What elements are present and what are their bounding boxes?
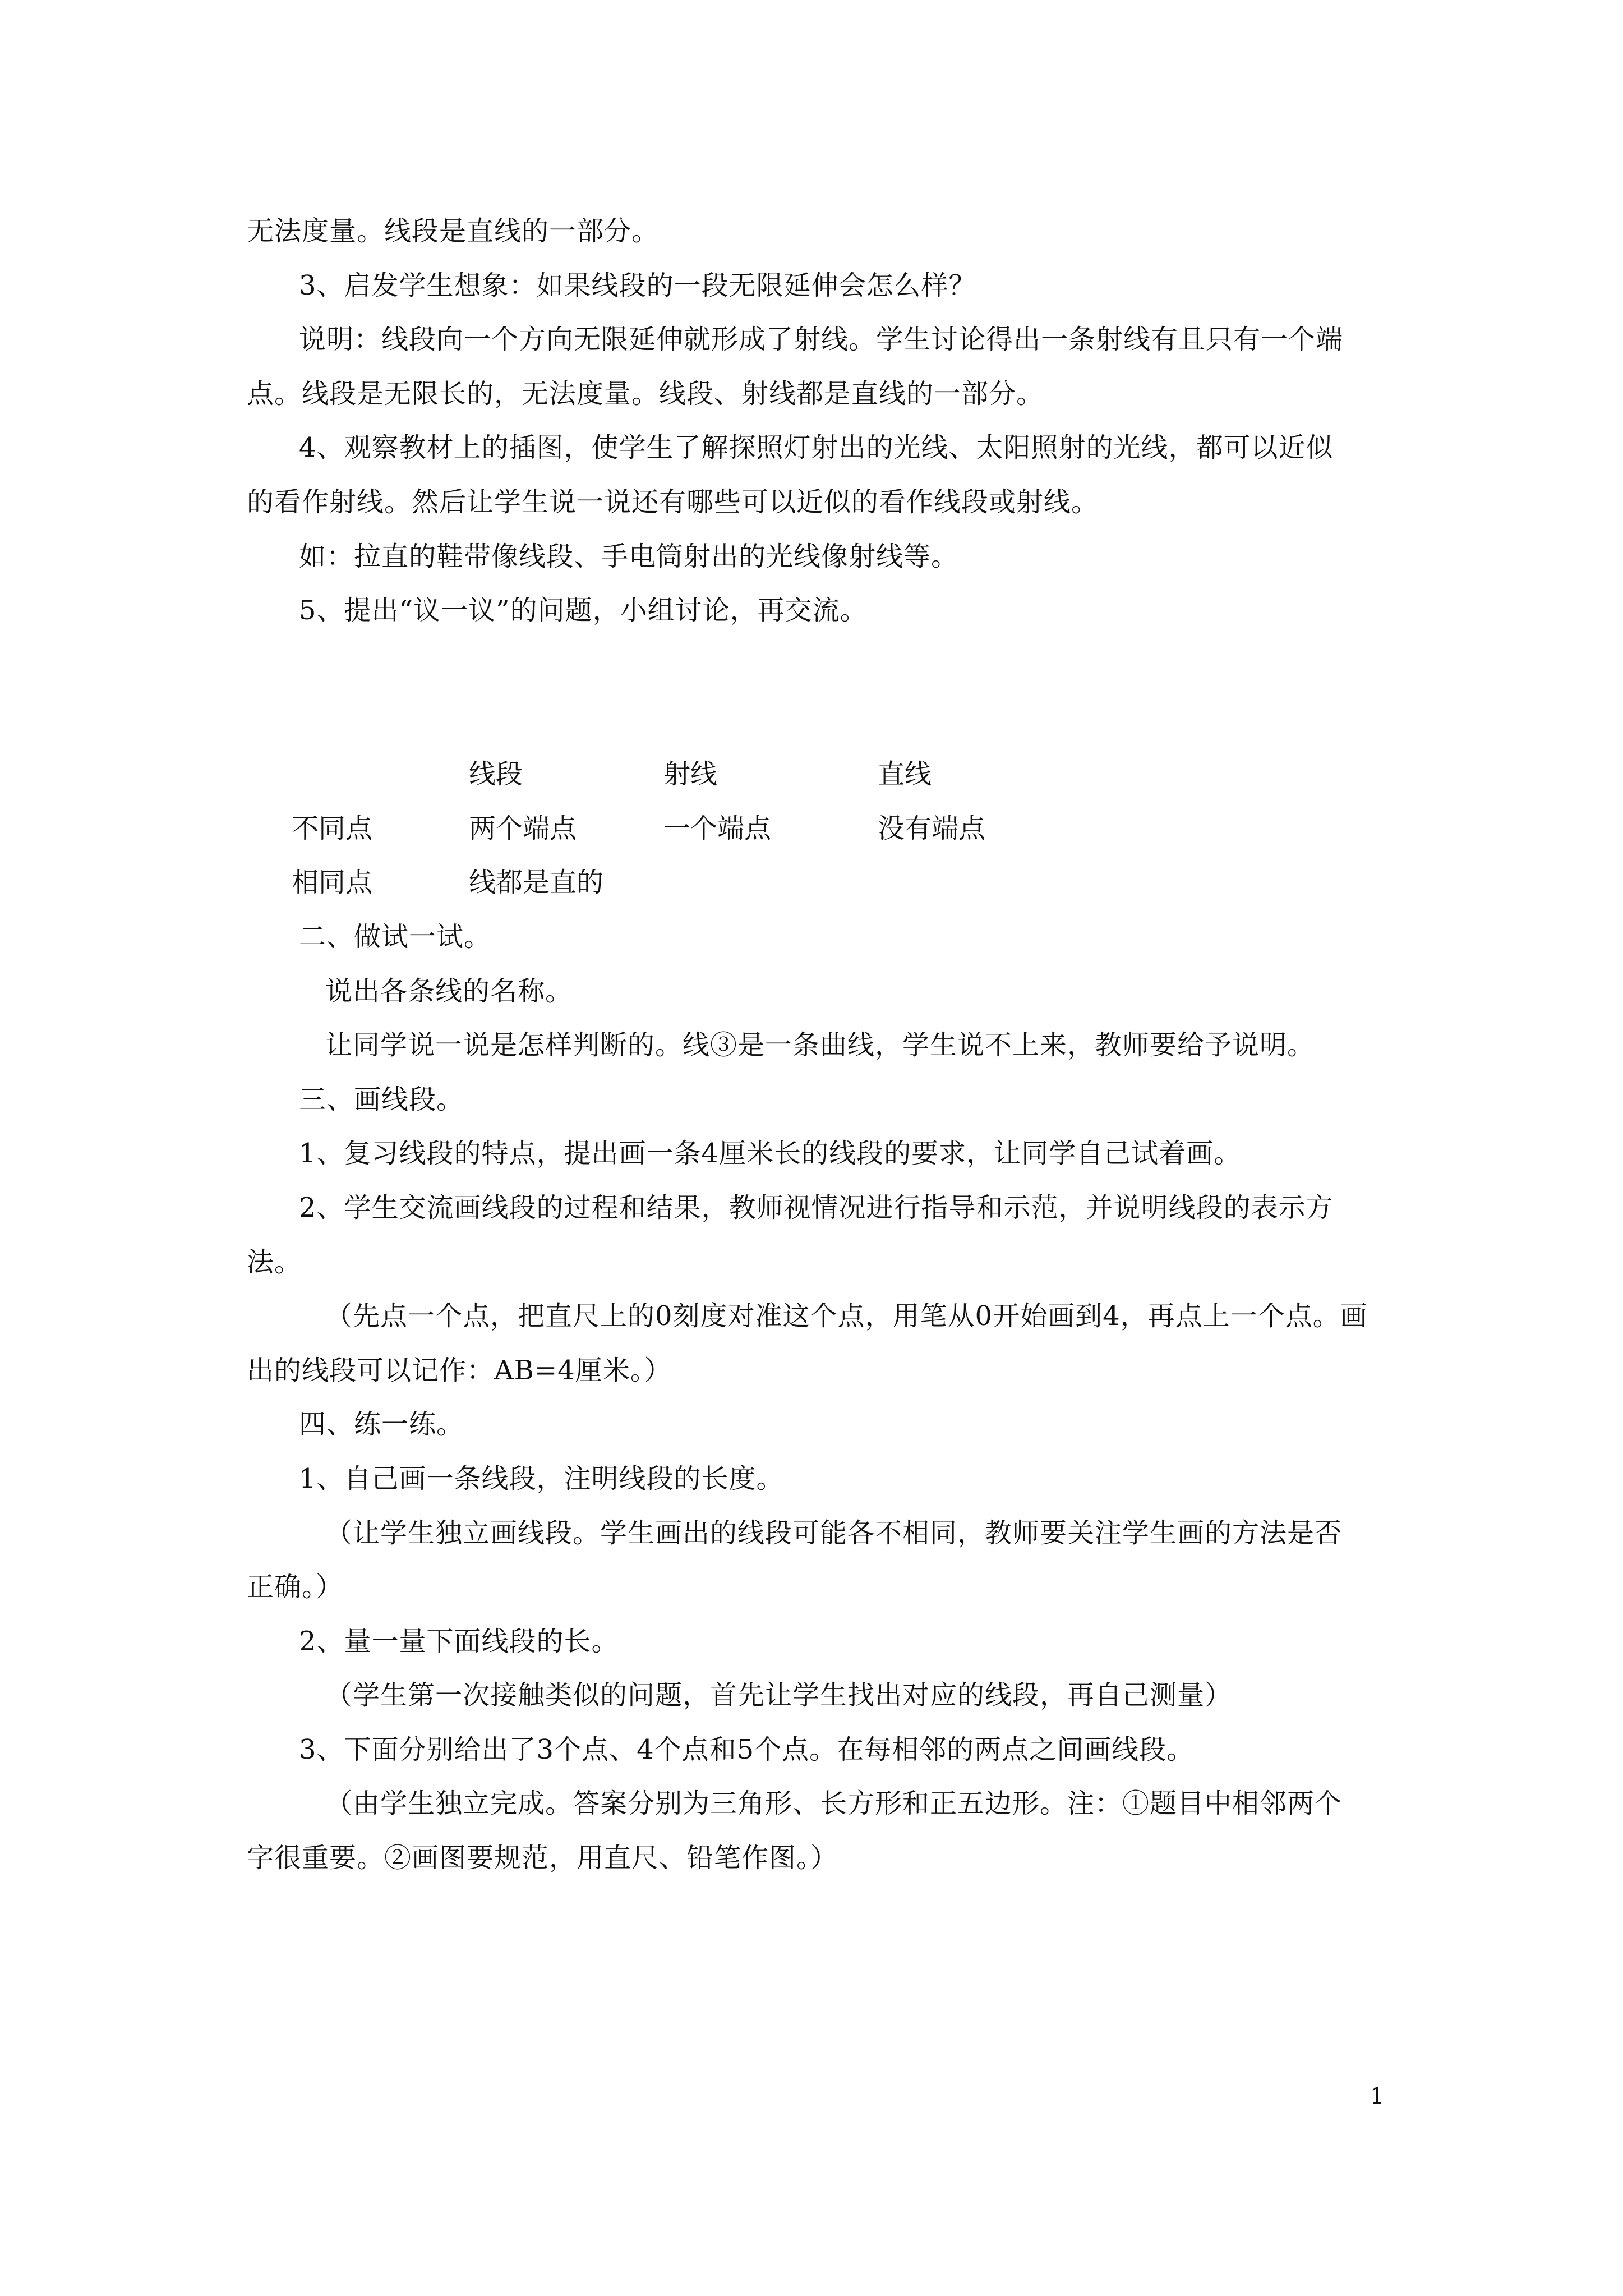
paragraph-line: （由学生独立完成。答案分别为三角形、长方形和正五边形。注：①题目中相邻两个 — [325, 1788, 1343, 1819]
table-header-segment: 线段 — [469, 758, 523, 790]
section-heading: 四、练一练。 — [299, 1409, 464, 1440]
section-heading: 三、画线段。 — [299, 1084, 464, 1115]
paragraph-line: 5、提出“议一议”的问题，小组讨论，再交流。 — [299, 595, 868, 626]
page-number: 1 — [1370, 2083, 1385, 2109]
paragraph-line: 3、启发学生想象：如果线段的一段无限延伸会怎么样？ — [299, 270, 976, 301]
table-cell: 两个端点 — [469, 813, 577, 844]
paragraph-line: 说出各条线的名称。 — [325, 976, 573, 1007]
table-header-ray: 射线 — [663, 758, 718, 790]
paragraph-line: 2、学生交流画线段的过程和结果，教师视情况进行指导和示范，并说明线段的表示方 — [299, 1192, 1334, 1223]
paragraph-line: 说明：线段向一个方向无限延伸就形成了射线。学生讨论得出一条射线有且只有一个端 — [299, 324, 1344, 355]
table-row-label-differences: 不同点 — [292, 813, 373, 844]
paragraph-line: 的看作射线。然后让学生说一说还有哪些可以近似的看作线段或射线。 — [247, 486, 1099, 518]
paragraph-line: （学生第一次接触类似的问题，首先让学生找出对应的线段，再自己测量） — [325, 1680, 1233, 1711]
paragraph-line: （让学生独立画线段。学生画出的线段可能各不相同，教师要关注学生画的方法是否 — [325, 1517, 1343, 1549]
paragraph-line: 4、观察教材上的插图，使学生了解探照灯射出的光线、太阳照射的光线，都可以近似 — [299, 432, 1334, 463]
paragraph-line: 如：拉直的鞋带像线段、手电筒射出的光线像射线等。 — [299, 541, 959, 572]
paragraph-line: 点。线段是无限长的，无法度量。线段、射线都是直线的一部分。 — [247, 378, 1044, 409]
paragraph-line: 出的线段可以记作：AB=4厘米。） — [247, 1355, 672, 1386]
table-header-line: 直线 — [878, 758, 932, 790]
paragraph-line: 3、下面分别给出了3个点、4个点和5个点。在每相邻的两点之间画线段。 — [299, 1734, 1195, 1765]
paragraph-line: 无法度量。线段是直线的一部分。 — [247, 215, 660, 247]
paragraph-line: 法。 — [247, 1246, 302, 1278]
table-cell: 线都是直的 — [469, 867, 604, 898]
paragraph-line: 正确。） — [247, 1571, 344, 1603]
table-cell: 没有端点 — [878, 813, 986, 844]
paragraph-line: 1、自己画一条线段，注明线段的长度。 — [299, 1463, 784, 1494]
paragraph-line: 2、量一量下面线段的长。 — [299, 1626, 619, 1657]
paragraph-line: 字很重要。②画图要规范，用直尺、铅笔作图。） — [247, 1842, 838, 1874]
table-cell: 一个端点 — [663, 813, 772, 844]
paragraph-line: 让同学说一说是怎样判断的。线③是一条曲线，学生说不上来，教师要给予说明。 — [325, 1029, 1315, 1061]
paragraph-line: 1、复习线段的特点，提出画一条4厘米长的线段的要求，让同学自己试着画。 — [299, 1138, 1242, 1169]
table-row-label-similarities: 相同点 — [292, 867, 373, 898]
paragraph-line: （先点一个点，把直尺上的0刻度对准这个点，用笔从0开始画到4，再点上一个点。画 — [325, 1300, 1368, 1332]
section-heading: 二、做试一试。 — [299, 921, 492, 953]
